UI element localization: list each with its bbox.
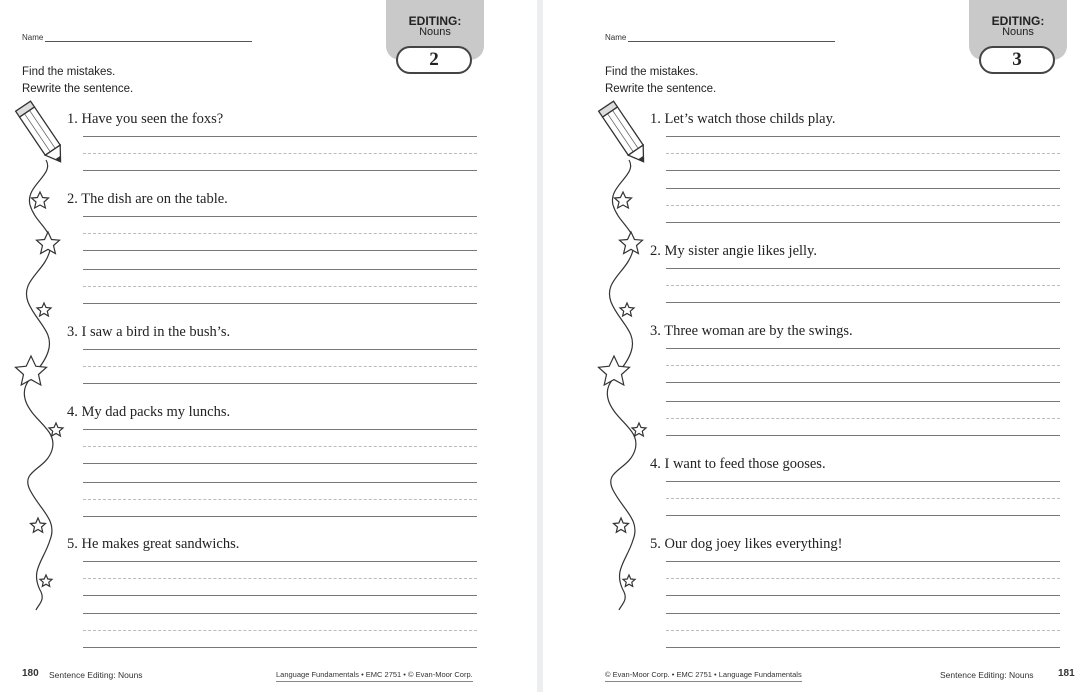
answer-guide-line <box>83 578 477 579</box>
footer-title: Sentence Editing: Nouns <box>49 670 143 680</box>
answer-guide-line <box>83 366 477 367</box>
tab-number: 2 <box>396 46 472 74</box>
question-4: 4. I want to feed those gooses. <box>650 456 826 472</box>
star-icon <box>620 303 634 316</box>
tab-subtitle: Nouns <box>419 26 451 38</box>
footer-credit-text: Language Fundamentals • EMC 2751 • © Evan-Moor Corp. <box>276 670 473 682</box>
tab-number: 3 <box>979 46 1055 74</box>
star-icon <box>31 518 46 532</box>
tab-subtitle: Nouns <box>1002 26 1034 38</box>
instruction-line: Rewrite the sentence. <box>605 83 717 95</box>
answer-line[interactable] <box>83 383 477 384</box>
answer-line[interactable] <box>83 250 477 251</box>
star-icon <box>599 356 630 385</box>
answer-line[interactable] <box>83 429 477 430</box>
star-icon <box>40 575 52 586</box>
answer-line[interactable] <box>666 613 1060 614</box>
tab-title: EDITING: <box>408 14 462 28</box>
page-number: 180 <box>22 668 39 679</box>
answer-guide-line <box>83 286 477 287</box>
star-icon <box>32 192 49 208</box>
answer-line[interactable] <box>666 222 1060 223</box>
answer-line[interactable] <box>83 303 477 304</box>
question-1: 1. Let’s watch those childs play. <box>650 111 836 127</box>
footer-credit <box>276 670 473 679</box>
question-2: 2. My sister angie likes jelly. <box>650 243 817 259</box>
star-icon <box>37 232 60 254</box>
star-icon <box>37 303 51 316</box>
answer-guide-line <box>83 499 477 500</box>
answer-line[interactable] <box>666 515 1060 516</box>
answer-guide-line <box>666 285 1060 286</box>
ribbon-squiggle <box>24 160 53 610</box>
instruction-line: Find the mistakes. <box>605 66 699 78</box>
footer-credit <box>605 670 802 679</box>
question-1: 1. Have you seen the foxs? <box>67 111 224 127</box>
answer-line[interactable] <box>83 136 477 137</box>
pencil-icon <box>599 101 651 167</box>
answer-line[interactable] <box>666 136 1060 137</box>
tab-title: EDITING: <box>991 14 1045 28</box>
pencil-ribbon-decoration <box>0 0 537 692</box>
answer-guide-line <box>666 578 1060 579</box>
answer-guide-line <box>666 498 1060 499</box>
question-3: 3. I saw a bird in the bush’s. <box>67 324 231 340</box>
question-5: 5. He makes great sandwichs. <box>67 536 240 552</box>
answer-line[interactable] <box>83 349 477 350</box>
answer-line[interactable] <box>83 463 477 464</box>
star-icon <box>615 192 632 208</box>
answer-guide-line <box>83 630 477 631</box>
answer-guide-line <box>666 418 1060 419</box>
answer-line[interactable] <box>666 348 1060 349</box>
answer-line[interactable] <box>666 561 1060 562</box>
answer-line[interactable] <box>666 268 1060 269</box>
answer-guide-line <box>83 153 477 154</box>
answer-line[interactable] <box>666 595 1060 596</box>
answer-line[interactable] <box>83 613 477 614</box>
answer-line[interactable] <box>83 482 477 483</box>
answer-line[interactable] <box>83 269 477 270</box>
pencil-icon <box>16 101 68 167</box>
instruction-line: Rewrite the sentence. <box>22 83 134 95</box>
question-3: 3. Three woman are by the swings. <box>650 323 853 339</box>
question-2: 2. The dish are on the table. <box>67 191 228 207</box>
answer-guide-line <box>666 630 1060 631</box>
star-icon <box>49 423 63 436</box>
page-number: 181 <box>1058 668 1075 679</box>
answer-guide-line <box>83 233 477 234</box>
answer-line[interactable] <box>666 647 1060 648</box>
answer-line[interactable] <box>83 595 477 596</box>
answer-line[interactable] <box>83 561 477 562</box>
name-label: Name <box>22 33 44 42</box>
answer-line[interactable] <box>83 516 477 517</box>
answer-line[interactable] <box>666 188 1060 189</box>
star-icon <box>614 518 629 532</box>
answer-guide-line <box>666 153 1060 154</box>
question-5: 5. Our dog joey likes everything! <box>650 536 843 552</box>
answer-line[interactable] <box>666 170 1060 171</box>
question-4: 4. My dad packs my lunchs. <box>67 404 231 420</box>
name-label: Name <box>605 33 627 42</box>
answer-guide-line <box>666 365 1060 366</box>
star-icon <box>632 423 646 436</box>
footer-title: Sentence Editing: Nouns <box>940 670 1034 680</box>
answer-line[interactable] <box>83 216 477 217</box>
footer-credit-text: © Evan-Moor Corp. • EMC 2751 • Language Fundamentals <box>605 670 802 682</box>
answer-line[interactable] <box>666 401 1060 402</box>
answer-line[interactable] <box>83 647 477 648</box>
worksheet-page-left <box>0 0 537 692</box>
ribbon-squiggle <box>607 160 636 610</box>
worksheet-page-right <box>543 0 1080 692</box>
star-icon <box>620 232 643 254</box>
answer-line[interactable] <box>83 170 477 171</box>
answer-line[interactable] <box>666 382 1060 383</box>
pencil-ribbon-decoration <box>543 0 1080 692</box>
instruction-line: Find the mistakes. <box>22 66 116 78</box>
answer-guide-line <box>666 205 1060 206</box>
star-icon <box>16 356 47 385</box>
answer-line[interactable] <box>666 481 1060 482</box>
answer-line[interactable] <box>666 302 1060 303</box>
star-icon <box>623 575 635 586</box>
answer-guide-line <box>83 446 477 447</box>
answer-line[interactable] <box>666 435 1060 436</box>
